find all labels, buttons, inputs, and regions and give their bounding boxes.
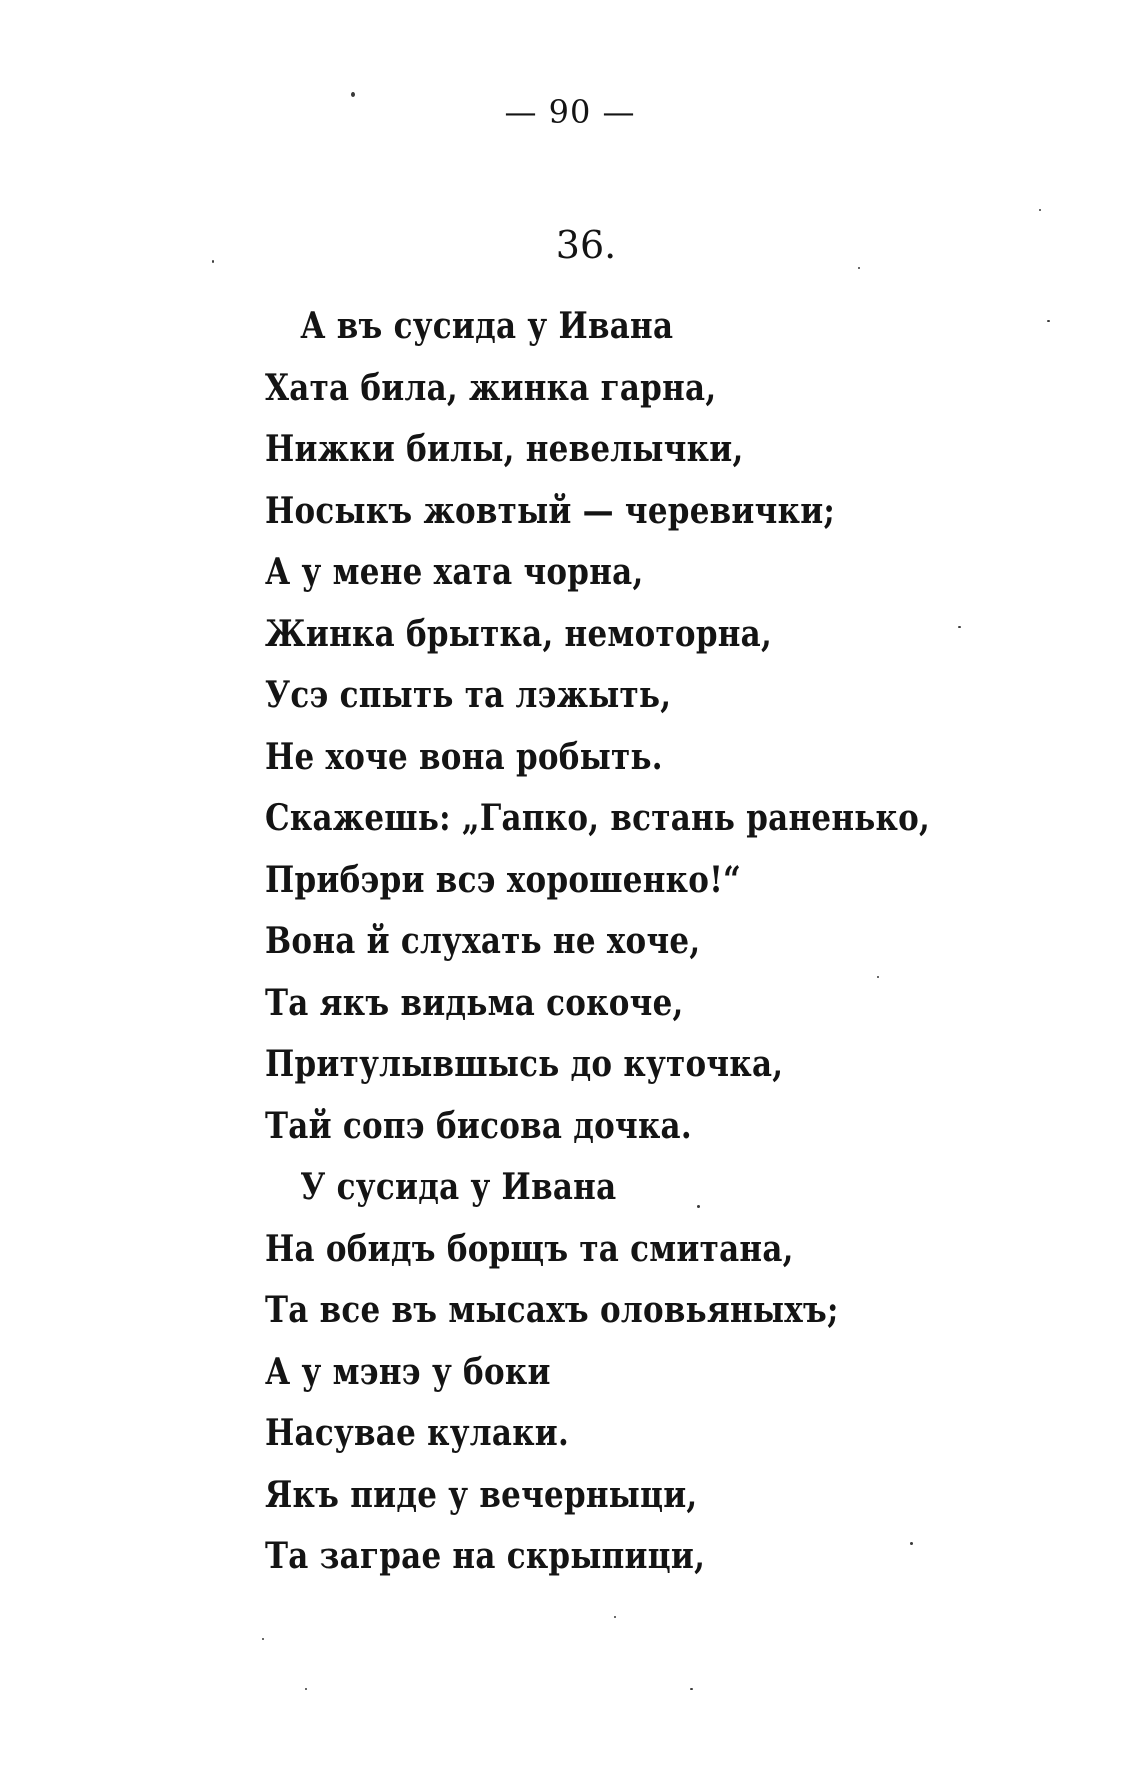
poem-text (265, 298, 1105, 1590)
poem-line: Та якъ видьма сокоче, (265, 981, 684, 1024)
scan-speck (351, 92, 355, 97)
poem-line: У сусида у Ивана (300, 1166, 617, 1208)
poem-line: Жинка брытка, немоторна, (265, 612, 773, 655)
poem-line: Усэ спыть та лэжыть, (265, 674, 672, 716)
scan-speck (1047, 320, 1050, 322)
poem-line: Тай сопэ бисова дочка. (265, 1104, 692, 1147)
scan-speck (305, 1688, 307, 1690)
poem-line: Скажешь: „Гапко, встань раненько, (265, 797, 931, 839)
poem-line: Та все въ мысахъ оловьяныхъ; (265, 1289, 839, 1331)
poem-line: Не хоче вона робыть. (265, 735, 663, 778)
scan-speck (1039, 209, 1041, 211)
poem-line: Нижки билы, невелычки, (265, 428, 744, 470)
poem-line: Носыкъ жовтый — черевички; (265, 489, 836, 532)
scan-speck (958, 626, 961, 628)
poem-line: Якъ пиде у вечерныци, (265, 1473, 698, 1516)
page-number: — 90 — (504, 93, 636, 131)
scan-speck (212, 260, 214, 263)
poem-line: Та заграе на скрыпици, (265, 1535, 706, 1577)
scan-speck (614, 1616, 616, 1618)
poem-line: А у мене хата чорна, (265, 551, 644, 593)
poem-line: На обидъ борщъ та смитана, (265, 1227, 794, 1270)
poem-line: Вона й слухать не хоче, (265, 920, 701, 962)
scan-speck (858, 267, 860, 269)
scan-speck (697, 1205, 700, 1208)
poem-line: А у мэнэ у боки (265, 1350, 551, 1393)
scan-speck (877, 976, 879, 978)
scan-speck (910, 1542, 913, 1545)
poem-line: Прибэри всэ хорошенко!“ (265, 858, 742, 901)
poem-line: Притулывшысь до куточка, (265, 1043, 784, 1085)
poem-number: 36. (555, 223, 617, 267)
poem-line: Хата била, жинка гарна, (265, 366, 717, 409)
poem-line: А въ сусида у Ивана (300, 305, 674, 347)
scan-speck (690, 1688, 693, 1690)
scan-speck (262, 1638, 264, 1640)
poem-line: Насувае кулаки. (265, 1412, 570, 1454)
